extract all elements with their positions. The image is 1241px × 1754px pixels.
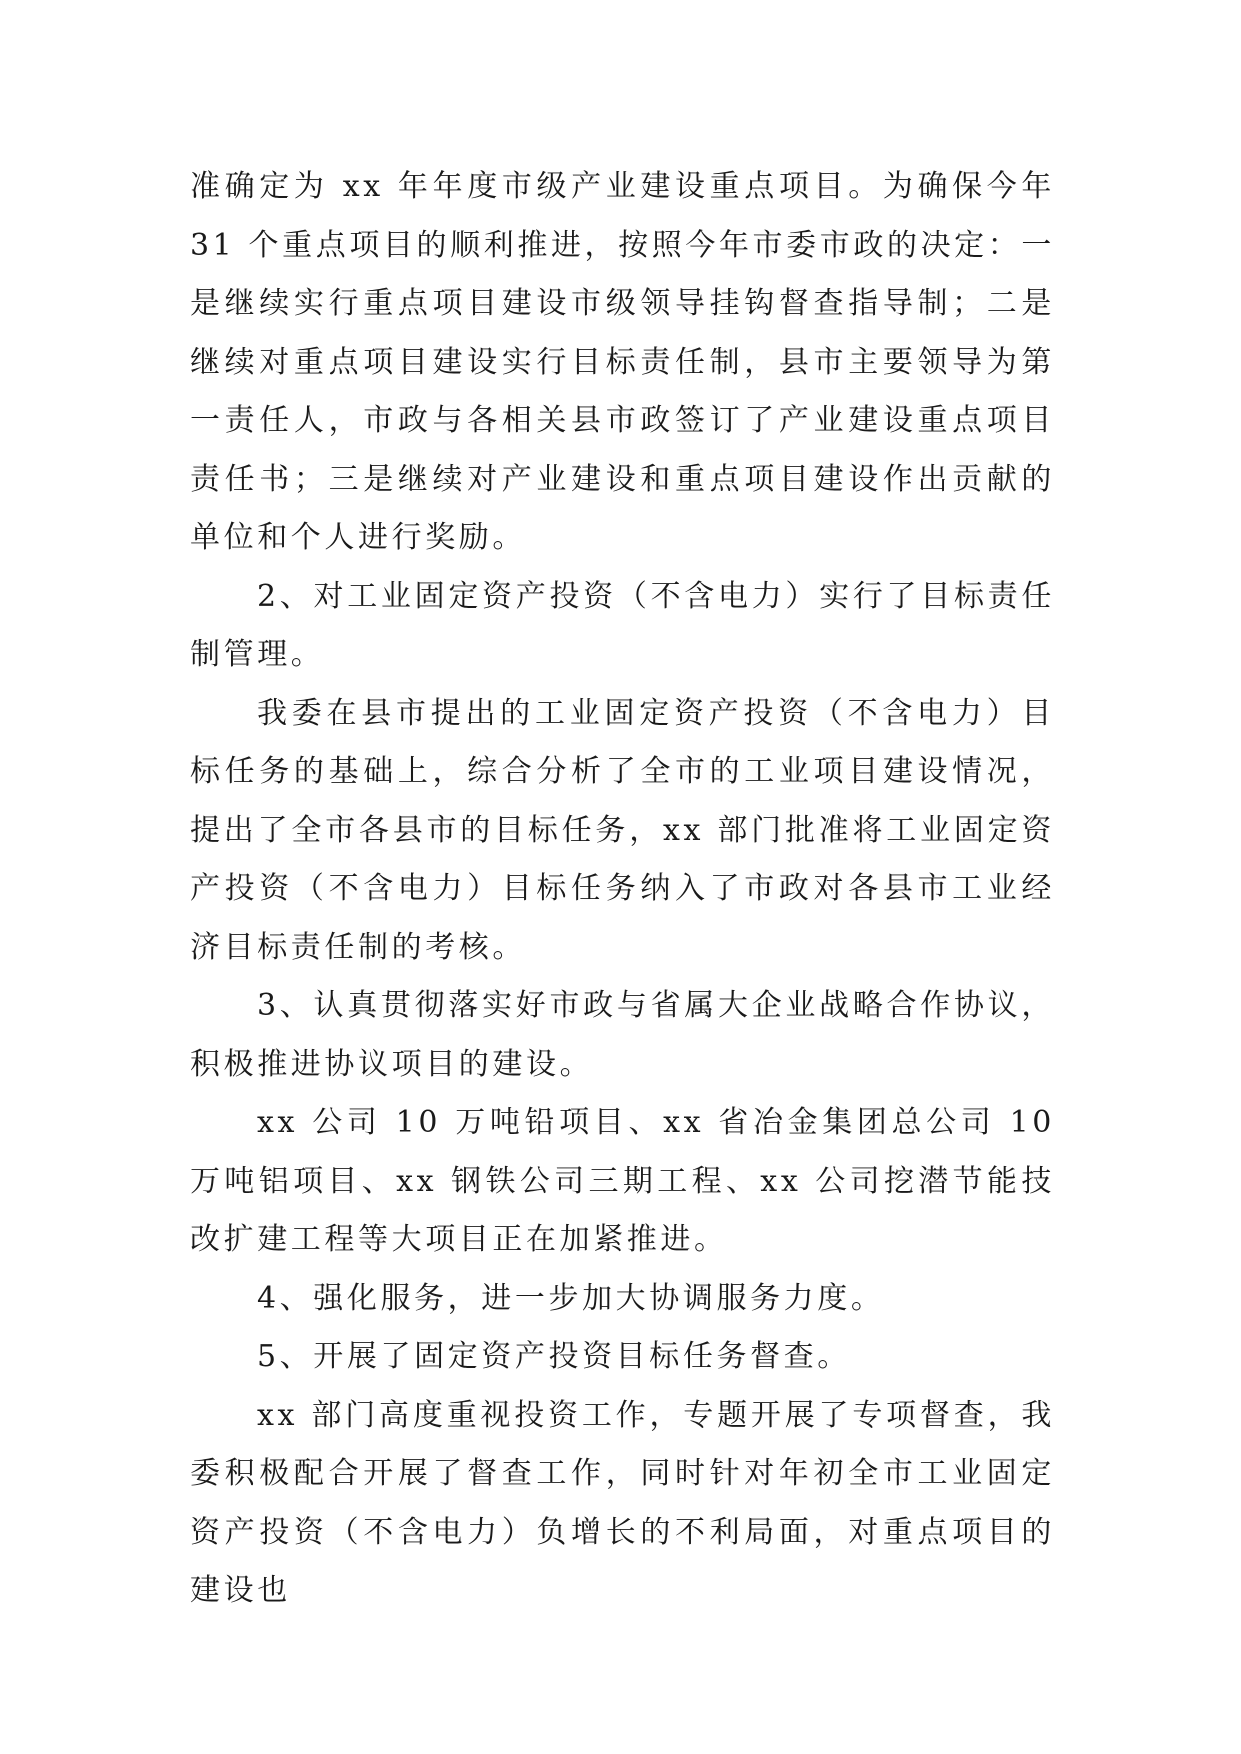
paragraph-item-3-detail: xx 公司 10 万吨铅项目、xx 省冶金集团总公司 10 万吨铝项目、xx 钢铁公司三期工程、xx 公司挖潜节能技改扩建工程等大项目正在加紧推进。 — [190, 1105, 1055, 1257]
paragraph-item-5-detail: xx 部门高度重视投资工作，专题开展了专项督查，我委积极配合开展了督查工作，同时针对年初全市工业固定资产投资（不含电力）负增长的不利局面，对重点项目的建设也 — [190, 1397, 1055, 1608]
paragraph-item-5: 5、开展了固定资产投资目标任务督查。 — [257, 1339, 851, 1374]
paragraph-continuation: 准确定为 xx 年年度市级产业建设重点项目。为确保今年 31 个重点项目的顺利推进，按照今年市委市政的决定：一是继续实行重点项目建设市级领导挂钩督查指导制；二是继续对重点项目建设实行目标责任制，县市主要领导为第一责任人，市政与各相关县市政签订了产业建设重点项目责任书；三是继续对产业建设和重点项目建设作出贡献的单位和个人进行奖励。 — [190, 169, 1055, 555]
paragraph-item-4: 4、强化服务，进一步加大协调服务力度。 — [257, 1280, 885, 1316]
document-body — [190, 158, 1055, 1621]
paragraph-item-2-detail: 我委在县市提出的工业固定资产投资（不含电力）目标任务的基础上，综合分析了全市的工业项目建设情况，提出了全市各县市的目标任务，xx 部门批准将工业固定资产投资（不含电力）目标任务纳入了市政对各县市工业经济目标责任制的考核。 — [190, 695, 1055, 965]
paragraph-item-2: 2、对工业固定资产投资（不含电力）实行了目标责任制管理。 — [190, 578, 1055, 672]
paragraph-item-3: 3、认真贯彻落实好市政与省属大企业战略合作协议，积极推进协议项目的建设。 — [190, 988, 1055, 1082]
